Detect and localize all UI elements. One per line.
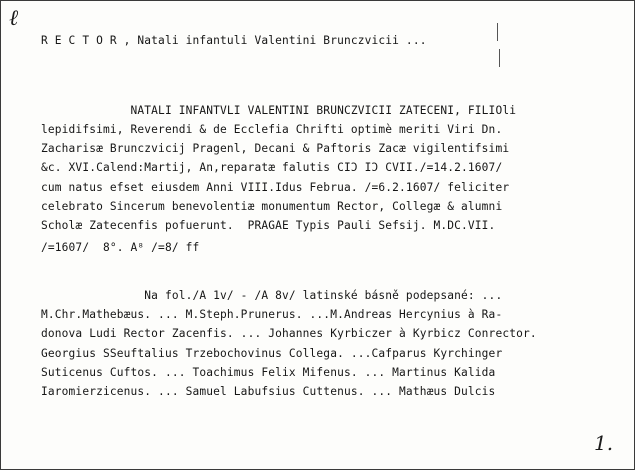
body-line: NATALI INFANTVLI VALENTINI BRUNCZVICII ZATECENI, FILIOli	[41, 104, 517, 117]
note-line: M.Chr.Mathebæus. ... M.Steph.Prunerus. ...M.Andreas Hercynius à Ra-	[41, 308, 503, 321]
margin-tick	[497, 23, 498, 41]
corner-handwritten-mark: ℓ	[9, 6, 19, 31]
body-line: &c. XVI.Calend:Martij, An,reparatæ falutis CIƆ IƆ CVII./=14.2.1607/	[41, 161, 503, 174]
note-line: Suticenus Cuftos. ... Toachimus Felix Mifenus. ... Martinus Kalida	[41, 366, 496, 379]
body-line: Scholæ Zatecenfis pofuerunt. PRAGAE Typis Pauli Sefsij. M.DC.VII.	[41, 219, 496, 232]
note-line: donova Ludi Rector Zacenfis. ... Johannes Kyrbiczer à Kyrbicz Conrector.	[41, 327, 537, 340]
body-line: Zacharisæ Brunczvicij Pragenl, Decani & Paftoris Zacæ vigilentifsimi	[41, 142, 510, 155]
card-heading: R E C T O R , Natali infantuli Valentini Brunczvicii ...	[41, 34, 427, 47]
body-line: cum natus efset eiusdem Anni VIII.Idus Februa. /=6.2.1607/ feliciter	[41, 181, 510, 194]
page-number-mark: 1.	[594, 431, 614, 455]
note-line: Iaromierzicenus. ... Samuel Labufsius Cuttenus. ... Mathæus Dulcis	[41, 385, 496, 398]
body-line: celebrato Sincerum benevolentiæ monumentum Rector, Collegæ & alumni	[41, 200, 503, 213]
body-line: lepidifsimi, Reverendi & de Ecclefia Chrifti optimè meriti Viri Dn.	[41, 123, 503, 136]
body-line: /=1607/ 8°. A⁸ /=8/ ff	[41, 241, 200, 254]
margin-tick	[499, 49, 500, 67]
note-line: Georgius SSeuftalius Trzebochovinus Collega. ...Cafparus Kyrchinger	[41, 347, 503, 360]
note-line: Na fol./A 1v/ - /A 8v/ latinské básně podepsané: ...	[41, 289, 503, 302]
